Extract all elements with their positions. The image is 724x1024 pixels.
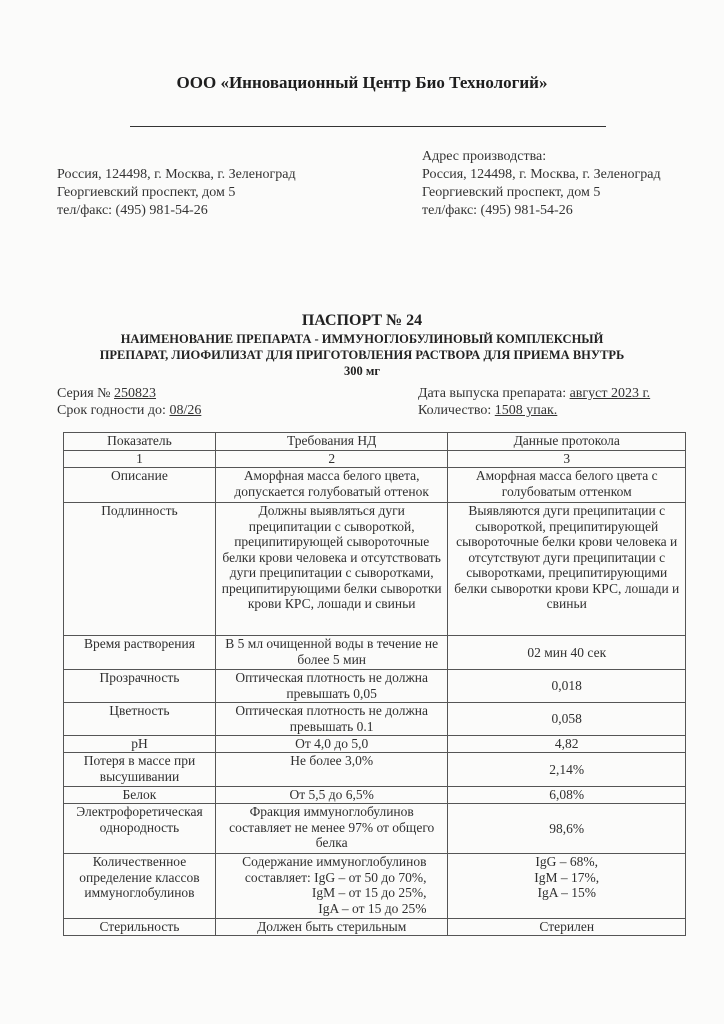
address-line: Россия, 124498, г. Москва, г. Зеленоград xyxy=(57,167,296,182)
specification-table xyxy=(63,432,686,936)
release-date: Дата выпуска препарата: август 2023 г. xyxy=(418,386,651,401)
param-cell: Цветность xyxy=(64,703,216,736)
result-cell: 6,08% xyxy=(448,787,686,804)
expiry: Срок годности до: 08/26 xyxy=(57,403,202,418)
requirement-cell: Оптическая плотность не должна превышать 0,05 xyxy=(215,670,448,703)
table-row xyxy=(64,468,686,503)
column-number: 2 xyxy=(215,451,448,468)
release-date-value: август 2023 г. xyxy=(569,386,651,401)
table-row xyxy=(64,804,686,854)
production-address xyxy=(422,148,661,220)
address-line: Георгиевский проспект, дом 5 xyxy=(422,185,601,200)
drug-name xyxy=(30,331,694,379)
drug-name-line: НАИМЕНОВАНИЕ ПРЕПАРАТА - ИММУНОГЛОБУЛИНОВЫЙ КОМПЛЕКСНЫЙ xyxy=(120,332,604,346)
result-cell: 02 мин 40 сек xyxy=(448,636,686,670)
param-cell: Потеря в массе при высушивании xyxy=(64,753,216,787)
requirement-cell: Не более 3,0% xyxy=(215,753,448,787)
param-cell: Время растворения xyxy=(64,636,216,670)
requirement-cell: В 5 мл очищенной воды в течение не более 5 мин xyxy=(215,636,448,670)
param-cell: Описание xyxy=(64,468,216,503)
column-number: 1 xyxy=(64,451,216,468)
column-number-row xyxy=(64,451,686,468)
param-cell: Прозрачность xyxy=(64,670,216,703)
phone-fax: тел/факс: (495) 981-54-26 xyxy=(57,203,208,218)
requirement-cell: Оптическая плотность не должна превышать 0.1 xyxy=(215,703,448,736)
company-name: ООО «Инновационный Центр Био Технологий» xyxy=(176,73,548,92)
company-address xyxy=(57,166,296,220)
result-cell: 0,018 xyxy=(448,670,686,703)
result-cell: IgG – 68%, IgM – 17%, IgA – 15% xyxy=(448,854,686,919)
result-cell: Аморфная масса белого цвета с голубоватым оттенком xyxy=(448,468,686,503)
series: Серия № 250823 xyxy=(57,386,157,401)
release-info xyxy=(418,385,650,419)
param-cell: Электрофоретическая однородность xyxy=(64,804,216,854)
requirement-cell: От 5,5 до 6,5% xyxy=(215,787,448,804)
column-header: Данные протокола xyxy=(448,433,686,451)
result-cell: 0,058 xyxy=(448,703,686,736)
result-cell: 2,14% xyxy=(448,753,686,787)
table-row xyxy=(64,854,686,919)
header-divider xyxy=(130,126,606,127)
table-row xyxy=(64,753,686,787)
batch-info xyxy=(57,385,201,419)
requirement-cell: Содержание иммуноглобулинов составляет: IgG – от 50 до 70%, IgM – от 15 до 25%, IgA – от 15 до 25% xyxy=(215,854,448,919)
requirement-cell: От 4,0 до 5,0 xyxy=(215,736,448,753)
table-row xyxy=(64,919,686,936)
column-number: 3 xyxy=(448,451,686,468)
result-cell: Стерилен xyxy=(448,919,686,936)
series-value: 250823 xyxy=(114,386,157,401)
result-cell: 4,82 xyxy=(448,736,686,753)
table-row xyxy=(64,787,686,804)
param-cell: Белок xyxy=(64,787,216,804)
table-row xyxy=(64,503,686,636)
phone-fax: тел/факс: (495) 981-54-26 xyxy=(422,203,573,218)
param-cell: pH xyxy=(64,736,216,753)
column-header: Требования НД xyxy=(215,433,448,451)
production-address-label: Адрес производства: xyxy=(422,149,547,164)
address-line: Георгиевский проспект, дом 5 xyxy=(57,185,236,200)
requirement-cell: Должен быть стерильным xyxy=(215,919,448,936)
requirement-cell: Должны выявляться дуги преципитации с сывороткой, преципитирующей сывороточные белки крови человека и отсутствовать дуги преципитации с сыворотками, преципитирующими белки сыворотки крови КРС, лошади и свиньи xyxy=(215,503,448,636)
table-row xyxy=(64,736,686,753)
result-cell: Выявляются дуги преципитации с сывороткой, преципитирующей сывороточные белки крови человека и отсутствуют дуги преципитации с сыворотками, преципитирующими белки сыворотки крови КРС, лошади и свиньи xyxy=(448,503,686,636)
table-header-row xyxy=(64,433,686,451)
param-cell: Количественное определение классов иммуноглобулинов xyxy=(64,854,216,919)
address-line: Россия, 124498, г. Москва, г. Зеленоград xyxy=(422,167,661,182)
expiry-value: 08/26 xyxy=(169,403,202,418)
requirement-cell: Аморфная масса белого цвета, допускается голубоватый оттенок xyxy=(215,468,448,503)
table-row xyxy=(64,670,686,703)
param-cell: Стерильность xyxy=(64,919,216,936)
column-header: Показатель xyxy=(64,433,216,451)
quantity: Количество: 1508 упак. xyxy=(418,403,558,418)
passport-title: ПАСПОРТ № 24 xyxy=(301,312,423,329)
table-row xyxy=(64,703,686,736)
table-row xyxy=(64,636,686,670)
drug-name-line: ПРЕПАРАТ, ЛИОФИЛИЗАТ ДЛЯ ПРИГОТОВЛЕНИЯ РАСТВОРА ДЛЯ ПРИЕМА ВНУТРЬ xyxy=(99,348,625,362)
requirement-cell: Фракция иммуноглобулинов составляет не менее 97% от общего белка xyxy=(215,804,448,854)
drug-dose: 300 мг xyxy=(343,364,381,378)
param-cell: Подлинность xyxy=(64,503,216,636)
quantity-value: 1508 упак. xyxy=(494,403,558,418)
result-cell: 98,6% xyxy=(448,804,686,854)
